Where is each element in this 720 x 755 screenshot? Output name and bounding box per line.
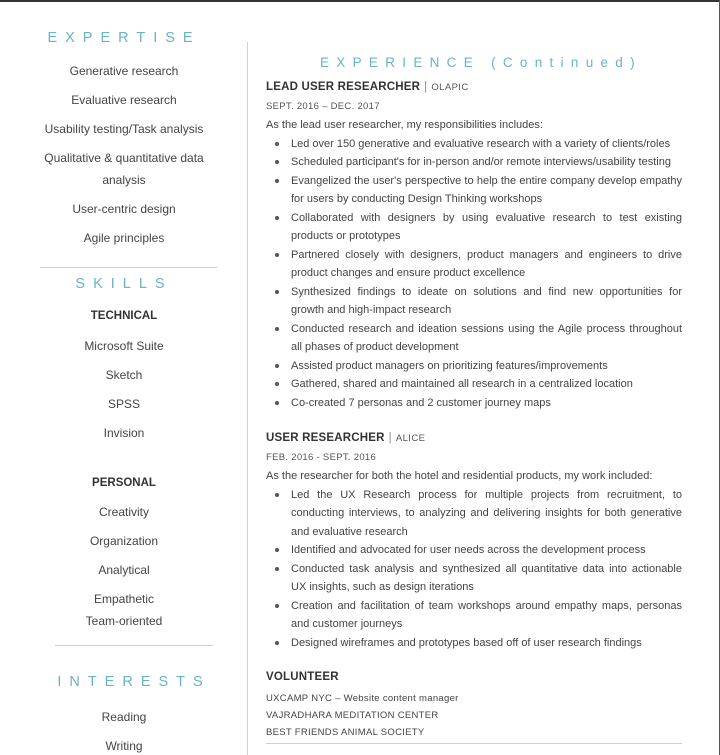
separator: | [424,81,428,93]
skills-personal-label: PERSONAL [92,477,156,489]
job-bullet: Co-created 7 personas and 2 customer journey maps [291,394,682,413]
job-entry-olapic [266,78,682,412]
left-column [0,0,248,755]
expertise-item-continued: analysis [102,173,146,187]
personal-skill-item: Empathetic [93,592,155,606]
expertise-item: Qualitative & quantitative data [44,151,204,165]
job-bullet: Led over 150 generative and evaluative research with a variety of clients/roles [291,135,682,154]
skills-title: SKILLS [75,276,173,292]
job-bullet: Led the UX Research process for multiple projects from recruitment, to conducting interviews, to analyzing and delivering insights for both generative and evaluative research [291,486,682,542]
expertise-title: EXPERTISE [47,30,201,46]
separator: | [388,432,392,444]
job-bullet: Evangelized the user's perspective to help the entire company develop empathy for users by conducting Design Thinking workshops [291,172,682,209]
section-divider [55,645,213,646]
job-role: USER RESEARCHER [266,432,385,444]
job-bullets [266,135,682,413]
job-heading [266,429,682,449]
experience-title: EXPERIENCE (Continued) [320,55,642,70]
volunteer-item: UXCAMP NYC – Website content manager [266,692,459,704]
job-bullet: Scheduled participant's for in-person and/or remote interviews/usability testing [291,153,682,172]
expertise-item: Agile principles [83,231,165,245]
expertise-item: Generative research [69,64,179,78]
job-entry-alice [266,429,682,652]
job-company: ALICE [395,433,426,444]
job-bullet: Assisted product managers on prioritizing features/improvements [291,357,682,376]
job-dates: SEPT. 2016 – DEC. 2017 [266,100,380,112]
job-bullet: Gathered, shared and maintained all research in a centralized location [291,375,682,394]
job-bullet: Synthesized findings to ideate on solutions and find new opportunities for growth and high-impact research [291,283,682,320]
job-bullet: Identified and advocated for user needs across the development process [291,541,682,560]
job-heading [266,78,682,98]
volunteer-item: VAJRADHARA MEDITATION CENTER [266,709,439,721]
skills-technical-label: TECHNICAL [90,310,158,322]
skill-item: Sketch [105,368,143,382]
job-company: OLAPIC [431,82,469,93]
interest-item: Reading [101,710,147,724]
section-divider [40,267,217,268]
expertise-item: Evaluative research [71,93,177,107]
skill-item: SPSS [107,397,140,411]
skill-item: Microsoft Suite [84,339,164,353]
job-bullet: Conducted task analysis and synthesized all quantitative data into actionable UX insights, such as design iterations [291,560,682,597]
job-bullet: Creation and facilitation of team workshops around empathy maps, personas and customer journeys [291,597,682,634]
personal-skill-item: Creativity [98,505,149,519]
interest-item: Writing [105,739,143,753]
personal-skill-item: Team-oriented [85,614,163,628]
job-dates: FEB. 2016 - SEPT. 2016 [266,451,377,463]
expertise-item: User-centric design [72,202,176,216]
job-intro: As the researcher for both the hotel and residential products, my work included: [266,470,653,482]
skill-item: Invision [103,426,145,440]
personal-skill-item: Analytical [98,563,150,577]
volunteer-item: BEST FRIENDS ANIMAL SOCIETY [266,726,425,738]
section-divider [266,743,682,744]
volunteer-title: VOLUNTEER [266,671,339,683]
job-role: LEAD USER RESEARCHER [266,81,421,93]
job-intro: As the lead user researcher, my responsibilities includes: [266,119,543,131]
job-bullets [266,486,682,653]
job-bullet: Designed wireframes and prototypes based off of user research findings [291,634,682,653]
job-bullet: Partnered closely with designers, product managers and engineers to drive product changes and ensure product excellence [291,246,682,283]
volunteer-section [266,668,682,741]
interests-title: INTERESTS [57,674,211,690]
job-bullet: Conducted research and ideation sessions using the Agile process throughout all phases of product development [291,320,682,357]
job-bullet: Collaborated with designers by using evaluative research to test existing products or prototypes [291,209,682,246]
personal-skill-item: Organization [89,534,159,548]
expertise-item: Usability testing/Task analysis [44,122,204,136]
